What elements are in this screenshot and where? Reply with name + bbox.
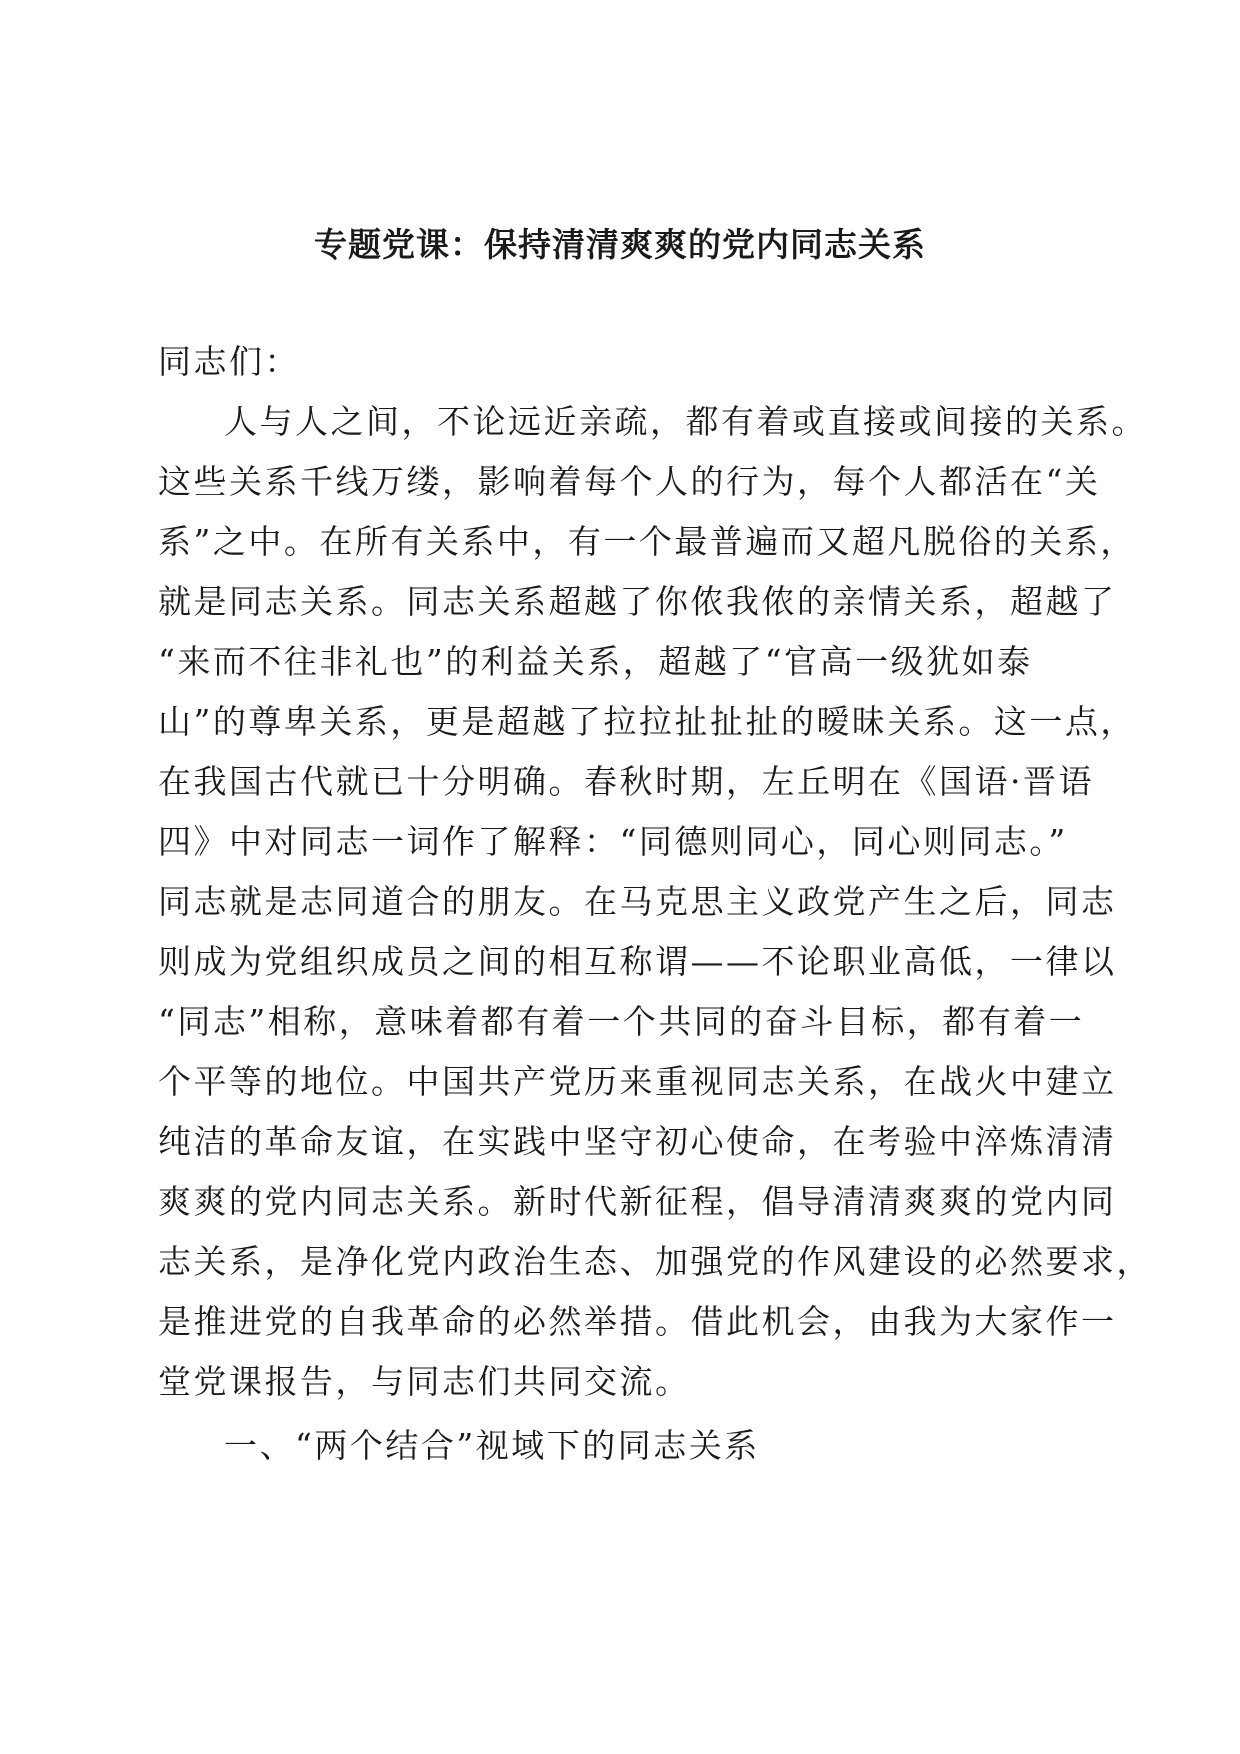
section-heading: 一、“两个结合”视域下的同志关系 bbox=[224, 1426, 760, 1465]
paragraph-line: 这些关系千线万缕，影响着每个人的行为，每个人都活在“关 bbox=[158, 462, 1101, 501]
paragraph-line: 系”之中。在所有关系中，有一个最普遍而又超凡脱俗的关系， bbox=[158, 522, 1136, 561]
paragraph-line: 同志就是志同道合的朋友。在马克思主义政党产生之后，同志 bbox=[158, 882, 1117, 921]
paragraph-line: 爽爽的党内同志关系。新时代新征程，倡导清清爽爽的党内同 bbox=[158, 1182, 1117, 1221]
paragraph-line: 纯洁的革命友谊，在实践中坚守初心使命，在考验中淬炼清清 bbox=[158, 1122, 1117, 1161]
salutation: 同志们： bbox=[158, 342, 300, 381]
paragraph-line: 就是同志关系。同志关系超越了你侬我侬的亲情关系，超越了 bbox=[158, 582, 1117, 621]
paragraph-line: 志关系，是净化党内政治生态、加强党的作风建设的必然要求， bbox=[158, 1242, 1152, 1281]
paragraph-line: 在我国古代就已十分明确。春秋时期，左丘明在《国语·晋语 bbox=[158, 762, 1094, 801]
document-title: 专题党课：保持清清爽爽的党内同志关系 bbox=[314, 225, 926, 264]
paragraph-line: 四》中对同志一词作了解释：“同德则同心，同心则同志。” bbox=[158, 822, 1068, 861]
paragraph-line: 是推进党的自我革命的必然举措。借此机会，由我为大家作一 bbox=[158, 1302, 1117, 1341]
paragraph-line: 人与人之间，不论远近亲疏，都有着或直接或间接的关系。 bbox=[224, 402, 1147, 441]
paragraph-line: 堂党课报告，与同志们共同交流。 bbox=[158, 1362, 691, 1401]
paragraph-line: “来而不往非礼也”的利益关系，超越了“官高一级犹如泰 bbox=[158, 642, 1033, 681]
paragraph-line: 山”的尊卑关系，更是超越了拉拉扯扯扯的暧昧关系。这一点， bbox=[158, 702, 1136, 741]
paragraph-line: 个平等的地位。中国共产党历来重视同志关系，在战火中建立 bbox=[158, 1062, 1117, 1101]
paragraph-line: 则成为党组织成员之间的相互称谓——不论职业高低，一律以 bbox=[158, 942, 1117, 981]
paragraph-line: “同志”相称，意味着都有着一个共同的奋斗目标，都有着一 bbox=[158, 1002, 1085, 1041]
